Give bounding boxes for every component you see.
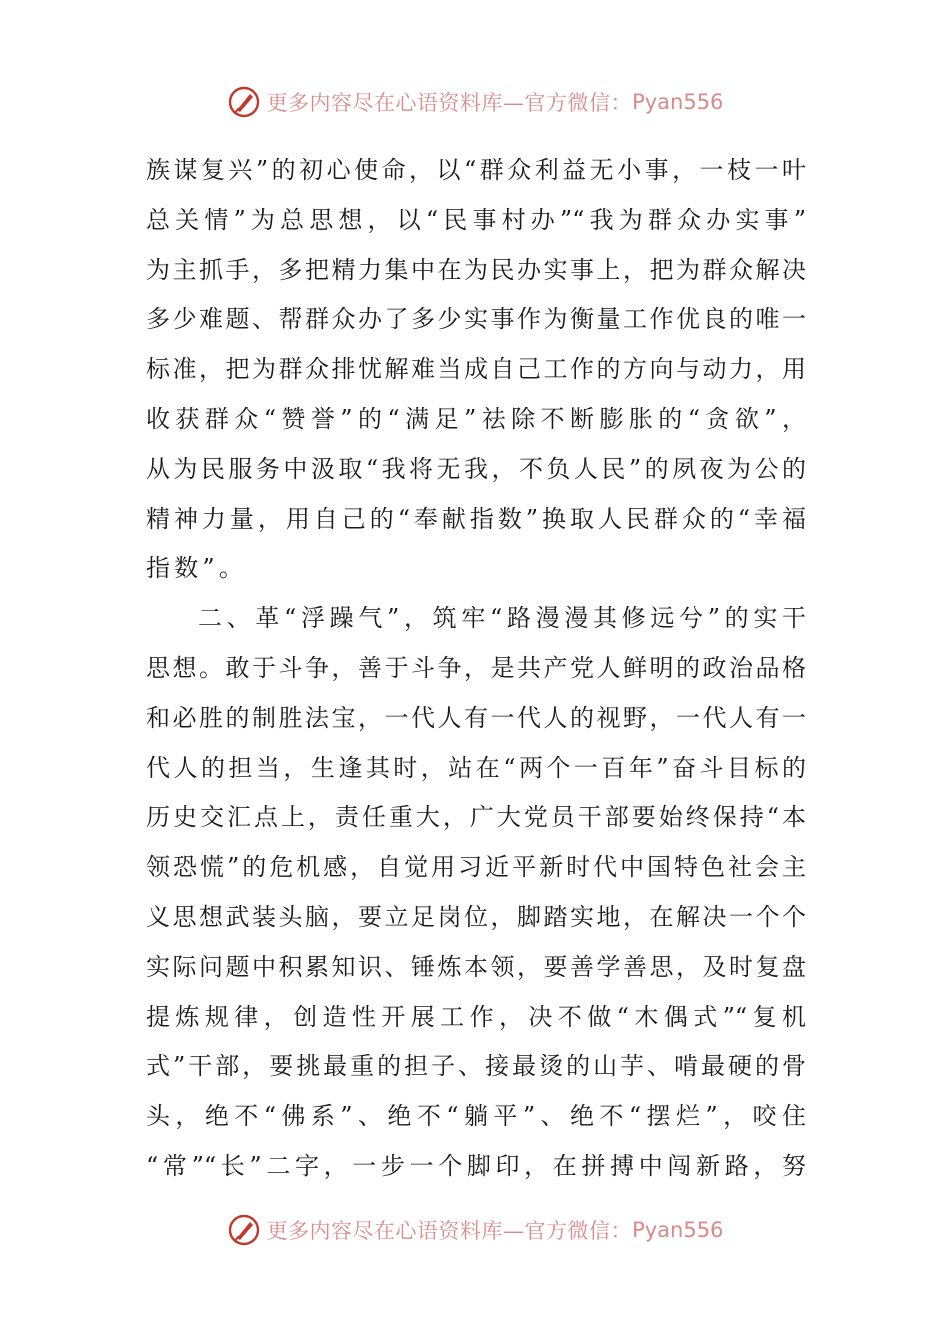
text-line: 思想。敢于斗争，善于斗争，是共产党人鲜明的政治品格 (146, 653, 806, 682)
document-body (146, 150, 806, 1196)
text-line: 义思想武装头脑，要立足岗位，脚踏实地，在解决一个个 (146, 902, 806, 931)
watermark-banner-bottom (0, 1210, 950, 1250)
text-line: 领恐慌”的危机感，自觉用习近平新时代中国特色社会主 (146, 853, 806, 882)
text-line: 头，绝不“佛系”、绝不“躺平”、绝不“摆烂”，咬住 (146, 1102, 806, 1131)
watermark-handle: Pyan556 (632, 90, 724, 114)
text-line: 族谋复兴”的初心使命，以“群众利益无小事，一枝一叶 (146, 156, 806, 184)
text-line: 历史交汇点上，责任重大，广大党员干部要始终保持“本 (146, 803, 806, 832)
text-line: 提炼规律，创造性开展工作，决不做“木偶式”“复机 (146, 1002, 806, 1031)
text-line: 实际问题中积累知识、锤炼本领，要善学善思，及时复盘 (146, 952, 806, 981)
text-line: 从为民服务中汲取“我将无我，不负人民”的夙夜为公的 (146, 454, 806, 483)
watermark-handle: Pyan556 (632, 1218, 724, 1242)
text-line-paragraph-start: 二、革“浮躁气”，筑牢“路漫漫其修远兮”的实干 (198, 604, 806, 633)
watermark-banner-top (0, 82, 950, 122)
text-line: 总关情”为总思想，以“民事村办”“我为群众办实事” (146, 205, 806, 234)
text-line: 标准，把为群众排忧解难当成自己工作的方向与动力，用 (146, 355, 806, 384)
text-line: 精神力量，用自己的“奉献指数”换取人民群众的“幸福 (146, 504, 806, 533)
watermark-slogan: 更多内容尽在心语资料库—官方微信： (266, 1219, 633, 1243)
quill-pen-logo-icon (227, 85, 261, 119)
text-line-paragraph-end: 指数”。 (146, 554, 248, 583)
text-line: “常”“长”二字，一步一个脚印，在拼搏中闯新路，努 (146, 1151, 806, 1180)
text-line: 收获群众“赞誉”的“满足”祛除不断膨胀的“贪欲”， (146, 404, 806, 433)
text-line: 式”干部，要挑最重的担子、接最烫的山芋、啃最硬的骨 (146, 1052, 806, 1081)
watermark-slogan: 更多内容尽在心语资料库—官方微信： (266, 91, 633, 115)
text-line: 代人的担当，生逢其时，站在“两个一百年”奋斗目标的 (146, 753, 806, 782)
text-line: 为主抓手，多把精力集中在为民办实事上，把为群众解决 (146, 255, 806, 284)
text-line: 多少难题、帮群众办了多少实事作为衡量工作优良的唯一 (146, 305, 806, 334)
quill-pen-logo-icon (227, 1213, 261, 1247)
text-line: 和必胜的制胜法宝，一代人有一代人的视野，一代人有一 (146, 703, 806, 732)
